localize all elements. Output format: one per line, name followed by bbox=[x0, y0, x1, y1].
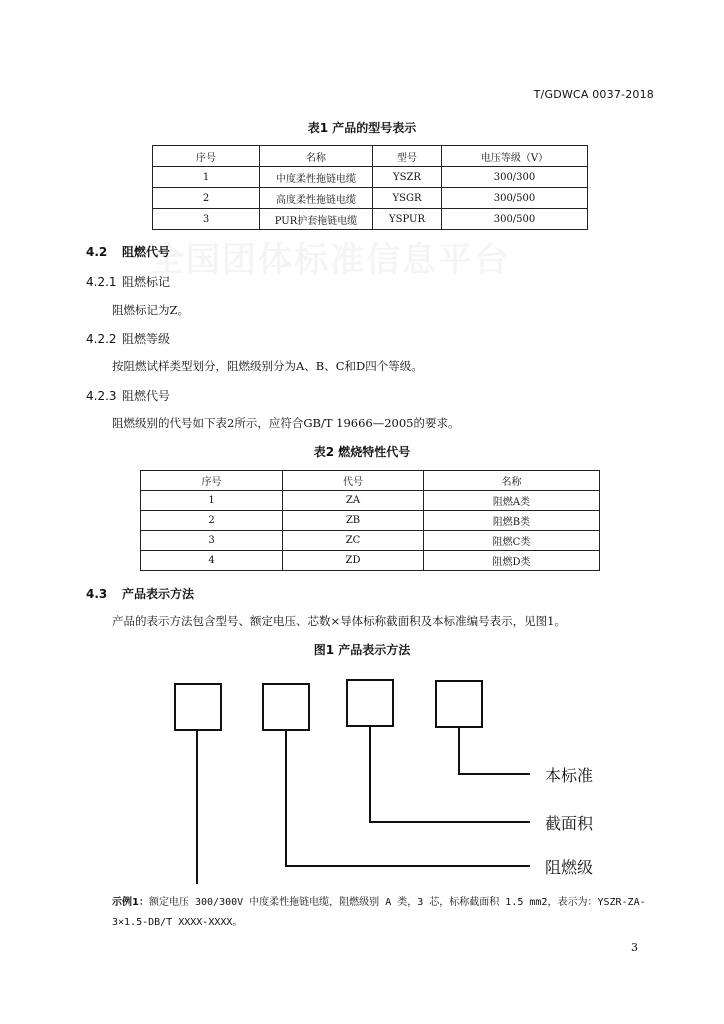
table-cell: ZB bbox=[283, 511, 424, 531]
table2-caption: 表2 燃烧特性代号 bbox=[313, 445, 411, 459]
table-row bbox=[141, 511, 600, 531]
standard-label: 本标准 bbox=[545, 766, 594, 785]
table2-header-cell: 代号 bbox=[283, 471, 424, 491]
figure1-caption: 图1 产品表示方法 bbox=[313, 643, 411, 657]
table1-header-cell: 型号 bbox=[373, 146, 442, 167]
table-cell: 2 bbox=[153, 188, 260, 209]
section-4-2-1-text: 阻燃标记为Z。 bbox=[112, 303, 189, 317]
example-label: 示例1： bbox=[112, 897, 149, 908]
flame-grade-box bbox=[262, 683, 310, 731]
example-text: 额定电压 300/300V 中度柔性拖链电缆，阻燃级别 A 类，3 芯，标称截面积 1.5 mm2，表示为：YSZR-ZA-3×1.5-DB/T XXXX-XXXX。 bbox=[112, 897, 646, 928]
table-cell: 300/300 bbox=[442, 167, 588, 188]
section-4-2-2-text: 按阻燃试样类型划分，阻燃级别分为A、B、C和D四个等级。 bbox=[112, 359, 423, 373]
section-4-3-heading bbox=[86, 585, 194, 602]
table-cell: 阻燃B类 bbox=[424, 511, 600, 531]
watermark bbox=[150, 232, 510, 281]
table2-header-cell: 序号 bbox=[141, 471, 283, 491]
section-title: 阻燃标记 bbox=[122, 275, 171, 289]
flame-grade-leader-line bbox=[285, 731, 287, 867]
section-4-2-3-heading bbox=[86, 387, 170, 404]
cross-section-box bbox=[346, 679, 394, 727]
model-leader-line bbox=[196, 731, 198, 884]
table-row bbox=[141, 491, 600, 511]
table2-header-cell: 名称 bbox=[424, 471, 600, 491]
standard-leader-line bbox=[458, 728, 460, 775]
table-row bbox=[153, 209, 588, 230]
section-4-2-heading bbox=[86, 243, 170, 260]
table-cell: YSZR bbox=[373, 167, 442, 188]
table-cell: 中度柔性拖链电缆 bbox=[260, 167, 373, 188]
section-4-2-2-heading bbox=[86, 330, 170, 347]
example-note bbox=[112, 893, 658, 933]
standard-leader-line-h bbox=[458, 773, 530, 775]
table-row bbox=[141, 531, 600, 551]
table2 bbox=[140, 470, 600, 571]
table-cell: 2 bbox=[141, 511, 283, 531]
table-cell: 1 bbox=[141, 491, 283, 511]
section-title: 阻燃代号 bbox=[122, 245, 171, 259]
section-number: 4.2 bbox=[86, 245, 108, 259]
standard-code: T/GDWCA 0037-2018 bbox=[533, 88, 654, 101]
table-cell: YSPUR bbox=[373, 209, 442, 230]
table-cell: 3 bbox=[141, 531, 283, 551]
section-number: 4.2.2 bbox=[86, 332, 117, 346]
table-cell: YSGR bbox=[373, 188, 442, 209]
table-row bbox=[153, 167, 588, 188]
table-cell: 300/500 bbox=[442, 209, 588, 230]
table2-header-row bbox=[141, 471, 600, 491]
table-cell: 阻燃A类 bbox=[424, 491, 600, 511]
standard-box bbox=[435, 680, 483, 728]
table1-header-row bbox=[153, 146, 588, 167]
flame-grade-label: 阻燃级 bbox=[545, 858, 594, 877]
section-4-3-text: 产品的表示方法包含型号、额定电压、芯数×导体标称截面积及本标准编号表示，见图1。 bbox=[112, 614, 566, 628]
model-box bbox=[174, 683, 222, 731]
table1-header-cell: 序号 bbox=[153, 146, 260, 167]
table-row bbox=[153, 188, 588, 209]
table-cell: 阻燃D类 bbox=[424, 551, 600, 571]
table1-header-cell: 电压等级（V） bbox=[442, 146, 588, 167]
cross-section-leader-line bbox=[369, 727, 371, 823]
table-cell: 1 bbox=[153, 167, 260, 188]
section-number: 4.2.1 bbox=[86, 275, 117, 289]
page-number: 3 bbox=[631, 941, 638, 954]
table-cell: 4 bbox=[141, 551, 283, 571]
section-title: 阻燃等级 bbox=[122, 332, 171, 346]
section-number: 4.2.3 bbox=[86, 389, 117, 403]
section-4-2-3-text: 阻燃级别的代号如下表2所示，应符合GB/T 19666—2005的要求。 bbox=[112, 416, 460, 430]
cross-section-leader-line-h bbox=[369, 821, 530, 823]
table-cell: PUR护套拖链电缆 bbox=[260, 209, 373, 230]
flame-grade-leader-line-h bbox=[285, 865, 530, 867]
table-row bbox=[141, 551, 600, 571]
section-4-2-1-heading bbox=[86, 273, 170, 290]
table-cell: 300/500 bbox=[442, 188, 588, 209]
table1-caption: 表1 产品的型号表示 bbox=[307, 121, 417, 135]
table1-header-cell: 名称 bbox=[260, 146, 373, 167]
table1 bbox=[152, 145, 588, 230]
table-cell: 阻燃C类 bbox=[424, 531, 600, 551]
cross-section-label: 截面积 bbox=[545, 814, 594, 833]
table-cell: ZD bbox=[283, 551, 424, 571]
section-title: 阻燃代号 bbox=[122, 389, 171, 403]
section-number: 4.3 bbox=[86, 587, 108, 601]
table-cell: 高度柔性拖链电缆 bbox=[260, 188, 373, 209]
table-cell: ZC bbox=[283, 531, 424, 551]
table-cell: 3 bbox=[153, 209, 260, 230]
table-cell: ZA bbox=[283, 491, 424, 511]
section-title: 产品表示方法 bbox=[122, 587, 195, 601]
